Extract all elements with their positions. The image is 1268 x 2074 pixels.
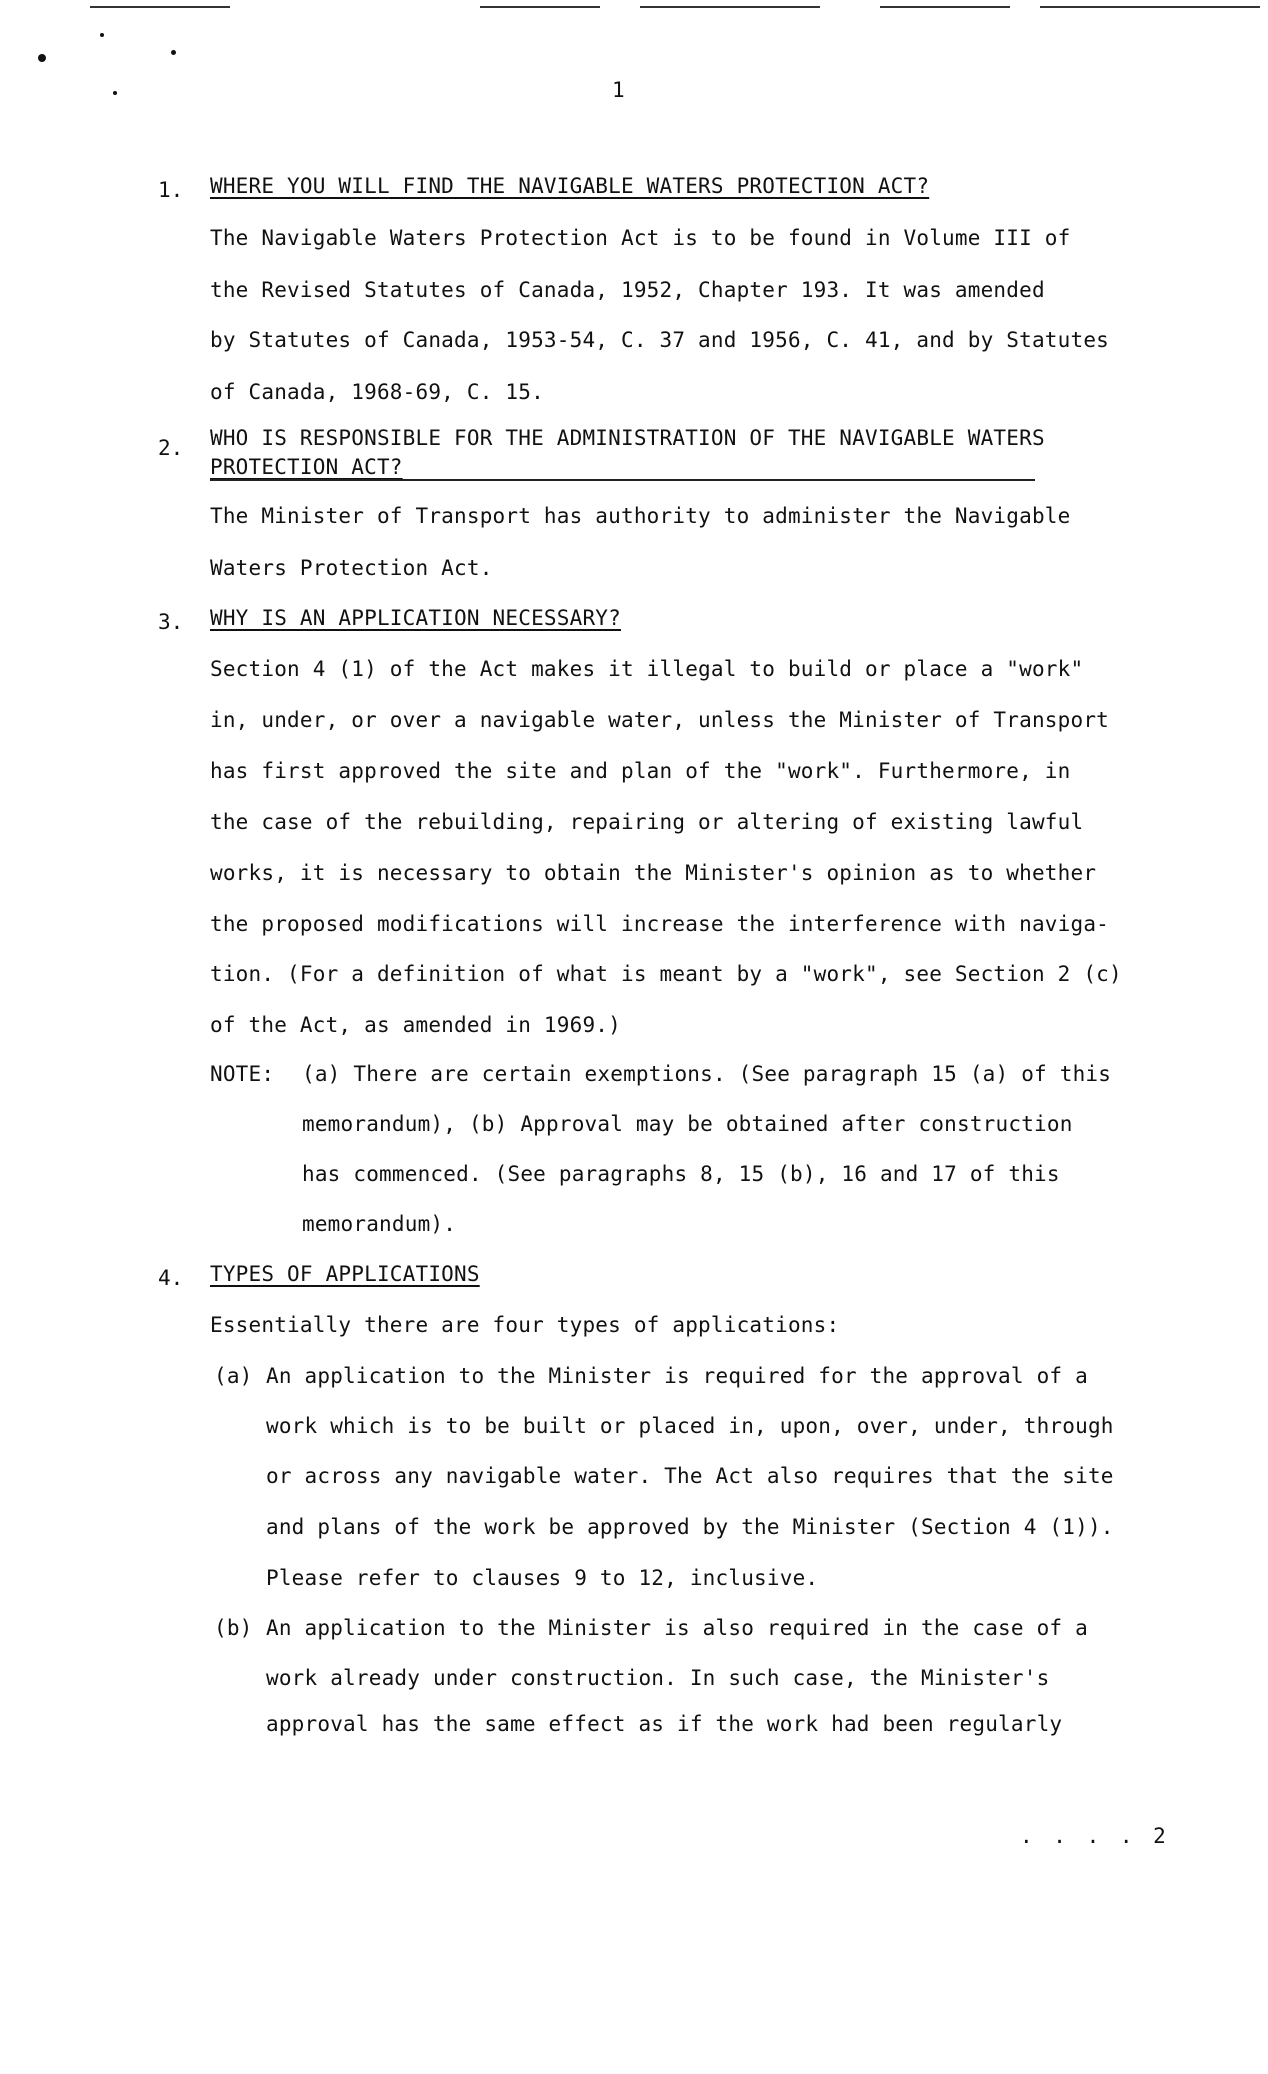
paragraph-line: Section 4 (1) of the Act makes it illegal to build or place a "work" [210,657,1084,681]
note-line: has commenced. (See paragraphs 8, 15 (b), 16 and 17 of this [302,1162,1060,1186]
scan-edge-mark [1040,6,1260,8]
paragraph-line: the case of the rebuilding, repairing or altering of existing lawful [210,810,1084,834]
section-heading-continued: PROTECTION ACT? [210,455,403,479]
paragraph-line: The Minister of Transport has authority to administer the Navigable [210,504,1071,528]
scan-speck [113,91,117,95]
scan-speck [171,50,176,55]
heading-underline-rule [210,479,1035,481]
paragraph-line: of the Act, as amended in 1969.) [210,1013,621,1037]
note-line: (a) There are certain exemptions. (See paragraph 15 (a) of this [302,1062,1112,1086]
list-item-line: Please refer to clauses 9 to 12, inclusive. [266,1566,819,1590]
section-heading: WHO IS RESPONSIBLE FOR THE ADMINISTRATION OF THE NAVIGABLE WATERS [210,426,1045,450]
scan-edge-mark [90,6,230,8]
scan-speck [38,54,46,62]
section-heading: TYPES OF APPLICATIONS [210,1262,480,1286]
paragraph-line: by Statutes of Canada, 1953-54, C. 37 and 1956, C. 41, and by Statutes [210,328,1110,352]
list-item-label: (a) [214,1364,253,1388]
section-number: 1. [158,178,184,202]
page-number: 1 [612,78,625,102]
paragraph-line: works, it is necessary to obtain the Minister's opinion as to whether [210,861,1097,885]
scan-edge-mark [480,6,600,8]
note-line: memorandum), (b) Approval may be obtained after construction [302,1112,1073,1136]
list-item-line: An application to the Minister is required for the approval of a [266,1364,1088,1388]
section-number: 3. [158,610,184,634]
scan-edge-mark [880,6,1010,8]
note-label: NOTE: [210,1062,275,1086]
scan-speck [100,33,104,37]
list-item-label: (b) [214,1616,253,1640]
paragraph-line: in, under, or over a navigable water, unless the Minister of Transport [210,708,1110,732]
paragraph-line: of Canada, 1968-69, C. 15. [210,380,544,404]
paragraph-line: Essentially there are four types of applications: [210,1313,840,1337]
section-number: 2. [158,436,184,460]
paragraph-line: the Revised Statutes of Canada, 1952, Chapter 193. It was amended [210,278,1045,302]
list-item-line: and plans of the work be approved by the Minister (Section 4 (1)). [266,1515,1114,1539]
paragraph-line: has first approved the site and plan of the "work". Furthermore, in [210,759,1071,783]
paragraph-line: The Navigable Waters Protection Act is to be found in Volume III of [210,226,1071,250]
section-heading: WHERE YOU WILL FIND THE NAVIGABLE WATERS PROTECTION ACT? [210,174,930,198]
list-item-line: approval has the same effect as if the work had been regularly [266,1712,1063,1736]
list-item-line: work already under construction. In such case, the Minister's [266,1666,1050,1690]
paragraph-line: tion. (For a definition of what is meant by a "work", see Section 2 (c) [210,962,1122,986]
page-continuation-marker: . . . . 2 [1020,1824,1170,1848]
section-heading: WHY IS AN APPLICATION NECESSARY? [210,606,621,630]
list-item-line: An application to the Minister is also required in the case of a [266,1616,1088,1640]
paragraph-line: Waters Protection Act. [210,556,493,580]
list-item-line: or across any navigable water. The Act also requires that the site [266,1464,1114,1488]
note-line: memorandum). [302,1212,457,1236]
section-number: 4. [158,1266,184,1290]
list-item-line: work which is to be built or placed in, upon, over, under, through [266,1414,1114,1438]
scan-edge-mark [640,6,820,8]
paragraph-line: the proposed modifications will increase the interference with naviga- [210,912,1110,936]
